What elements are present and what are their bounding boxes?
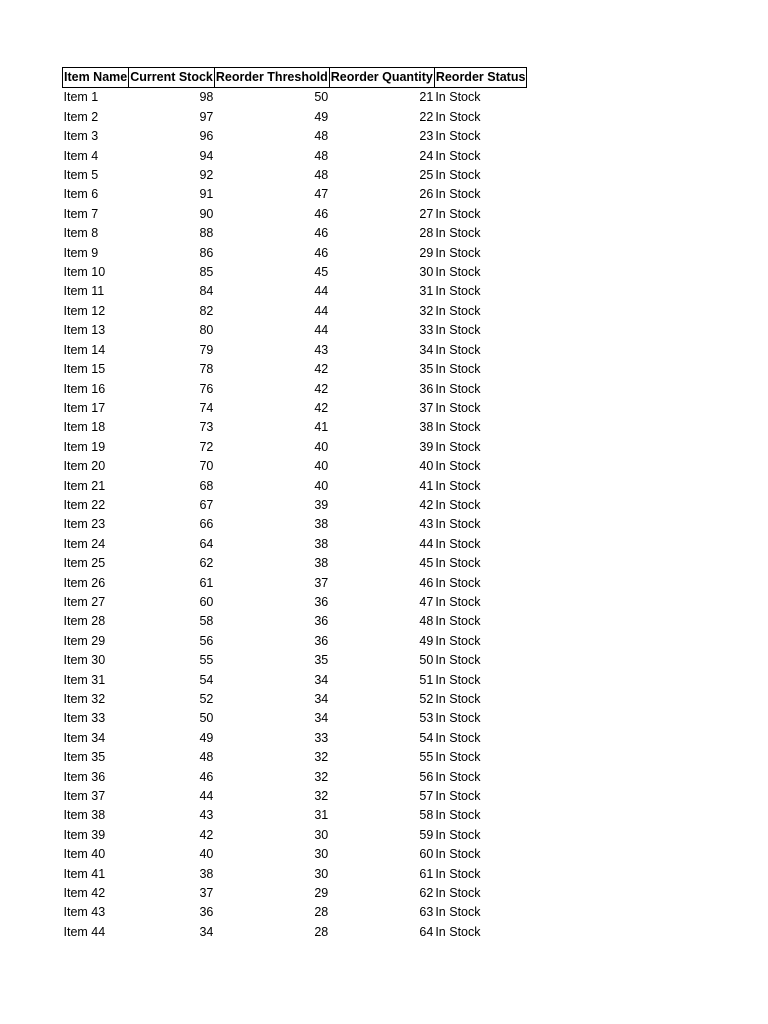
reorder-threshold-cell[interactable]: 30 [314, 847, 329, 862]
reorder-status-cell[interactable]: In Stock [435, 750, 481, 765]
reorder-threshold-cell[interactable]: 30 [314, 866, 329, 881]
reorder-threshold-cell[interactable]: 30 [314, 827, 329, 842]
reorder-quantity-cell[interactable]: 30 [419, 265, 434, 280]
current-stock-cell[interactable]: 91 [199, 187, 214, 202]
reorder-threshold-cell[interactable]: 47 [314, 187, 329, 202]
item-name-cell[interactable]: Item 39 [63, 827, 106, 842]
reorder-status-cell[interactable]: In Stock [435, 924, 481, 939]
item-name-cell[interactable]: Item 11 [63, 284, 105, 299]
reorder-quantity-cell[interactable]: 46 [419, 575, 434, 590]
table-row [63, 127, 527, 146]
table-row [63, 341, 527, 360]
header-current-stock[interactable] [129, 68, 215, 88]
reorder-threshold-cell[interactable]: 32 [314, 769, 329, 784]
reorder-status-cell[interactable]: In Stock [435, 129, 481, 144]
reorder-threshold-cell[interactable]: 40 [314, 459, 329, 474]
reorder-threshold-cell[interactable]: 48 [314, 148, 329, 163]
reorder-threshold-cell[interactable]: 36 [314, 594, 329, 609]
reorder-quantity-cell[interactable]: 44 [419, 536, 434, 551]
header-reorder-status[interactable] [434, 68, 527, 88]
reorder-threshold-cell[interactable]: 45 [314, 265, 329, 280]
current-stock-cell[interactable]: 70 [199, 459, 214, 474]
table-row [63, 438, 527, 457]
reorder-threshold-cell[interactable]: 38 [314, 517, 329, 532]
reorder-quantity-cell[interactable]: 59 [419, 827, 434, 842]
table-row [63, 515, 527, 534]
table-row [63, 690, 527, 709]
table-row [63, 729, 527, 748]
spreadsheet-sheet [62, 67, 526, 942]
header-item-name-label: Item Name [64, 70, 128, 84]
table-row [63, 477, 527, 496]
reorder-threshold-cell[interactable]: 46 [314, 245, 329, 260]
reorder-status-cell[interactable]: In Stock [435, 439, 481, 454]
item-name-cell[interactable]: Item 42 [63, 886, 106, 901]
item-name-cell[interactable]: Item 14 [63, 342, 106, 357]
reorder-quantity-cell[interactable]: 25 [419, 168, 434, 183]
item-name-cell[interactable]: Item 31 [63, 672, 106, 687]
current-stock-cell[interactable]: 74 [199, 400, 214, 415]
current-stock-cell[interactable]: 68 [199, 478, 214, 493]
table-row [63, 282, 527, 301]
item-name-cell[interactable]: Item 4 [63, 148, 99, 163]
item-name-cell[interactable]: Item 35 [63, 750, 106, 765]
reorder-quantity-cell[interactable]: 36 [419, 381, 434, 396]
reorder-quantity-cell[interactable]: 51 [419, 672, 434, 687]
reorder-quantity-cell[interactable]: 39 [419, 439, 434, 454]
reorder-status-cell[interactable]: In Stock [435, 265, 481, 280]
item-name-cell[interactable]: Item 24 [63, 536, 106, 551]
table-row [63, 399, 527, 418]
reorder-quantity-cell[interactable]: 48 [419, 614, 434, 629]
table-row [63, 768, 527, 787]
reorder-status-cell[interactable]: In Stock [435, 323, 481, 338]
header-row [63, 68, 527, 88]
item-name-cell[interactable]: Item 26 [63, 575, 106, 590]
item-name-cell[interactable]: Item 30 [63, 653, 106, 668]
reorder-status-cell[interactable]: In Stock [435, 614, 481, 629]
table-row [63, 612, 527, 631]
reorder-threshold-cell[interactable]: 46 [314, 226, 329, 241]
reorder-threshold-cell[interactable]: 50 [314, 90, 329, 105]
header-reorder-status-label: Reorder Status [435, 70, 526, 84]
reorder-threshold-cell[interactable]: 38 [314, 536, 329, 551]
reorder-threshold-cell[interactable]: 46 [314, 206, 329, 221]
table-row [63, 418, 527, 437]
reorder-status-cell[interactable]: In Stock [435, 536, 481, 551]
current-stock-cell[interactable]: 42 [199, 827, 214, 842]
reorder-status-cell[interactable]: In Stock [435, 633, 481, 648]
reorder-threshold-cell[interactable]: 33 [314, 730, 329, 745]
current-stock-cell[interactable]: 78 [199, 362, 214, 377]
reorder-quantity-cell[interactable]: 31 [419, 284, 434, 299]
current-stock-cell[interactable]: 92 [199, 168, 214, 183]
item-name-cell[interactable]: Item 28 [63, 614, 106, 629]
table-row [63, 380, 527, 399]
reorder-quantity-cell[interactable]: 34 [419, 342, 434, 357]
reorder-threshold-cell[interactable]: 34 [314, 692, 329, 706]
reorder-threshold-cell[interactable]: 42 [314, 362, 329, 377]
current-stock-cell[interactable]: 61 [199, 575, 214, 590]
item-name-cell[interactable]: Item 23 [63, 517, 106, 532]
item-name-cell[interactable]: Item 15 [63, 362, 106, 377]
reorder-threshold-cell[interactable]: 49 [314, 109, 329, 124]
table-row [63, 321, 527, 340]
table-row [63, 651, 527, 670]
current-stock-cell[interactable]: 52 [199, 692, 214, 706]
current-stock-cell[interactable]: 66 [199, 517, 214, 532]
header-reorder-quantity[interactable] [329, 68, 434, 88]
table-row [63, 108, 527, 127]
table-row [63, 865, 527, 884]
item-name-cell[interactable]: Item 9 [63, 245, 99, 260]
reorder-quantity-cell[interactable]: 41 [419, 478, 434, 493]
reorder-status-cell[interactable]: In Stock [435, 730, 481, 745]
current-stock-cell[interactable]: 58 [199, 614, 214, 629]
header-reorder-quantity-label: Reorder Quantity [330, 70, 433, 84]
current-stock-cell[interactable]: 36 [199, 905, 214, 920]
reorder-threshold-cell[interactable]: 40 [314, 478, 329, 493]
item-name-cell[interactable]: Item 20 [63, 459, 106, 474]
reorder-threshold-cell[interactable]: 35 [314, 653, 329, 668]
reorder-status-cell[interactable]: In Stock [435, 206, 481, 221]
reorder-status-cell[interactable]: In Stock [435, 303, 481, 318]
reorder-quantity-cell[interactable]: 35 [419, 362, 434, 377]
table-row [63, 302, 527, 321]
item-name-cell[interactable]: Item 17 [63, 400, 106, 415]
reorder-status-cell[interactable]: In Stock [435, 575, 481, 590]
current-stock-cell[interactable]: 46 [199, 769, 214, 784]
current-stock-cell[interactable]: 79 [199, 342, 214, 357]
current-stock-cell[interactable]: 60 [199, 594, 214, 609]
reorder-status-cell[interactable]: In Stock [435, 90, 481, 105]
current-stock-cell[interactable]: 56 [199, 633, 214, 648]
reorder-threshold-cell[interactable]: 37 [314, 575, 329, 590]
reorder-quantity-cell[interactable]: 42 [419, 497, 434, 512]
table-row [63, 535, 527, 554]
item-name-cell[interactable]: Item 43 [63, 905, 106, 920]
current-stock-cell[interactable]: 90 [199, 206, 214, 221]
reorder-quantity-cell[interactable]: 63 [419, 905, 434, 920]
item-name-cell[interactable]: Item 13 [63, 323, 106, 338]
item-name-cell[interactable]: Item 16 [63, 381, 106, 396]
reorder-threshold-cell[interactable]: 39 [314, 497, 329, 512]
reorder-quantity-cell[interactable]: 21 [419, 90, 434, 105]
reorder-status-cell[interactable]: In Stock [435, 711, 481, 726]
current-stock-cell[interactable]: 48 [199, 750, 214, 765]
table-row [63, 593, 527, 612]
current-stock-cell[interactable]: 98 [199, 90, 214, 105]
reorder-quantity-cell[interactable]: 50 [419, 653, 434, 668]
table-row [63, 185, 527, 204]
reorder-threshold-cell[interactable]: 34 [314, 711, 329, 726]
reorder-quantity-cell[interactable]: 53 [419, 711, 434, 726]
table-row [63, 787, 527, 806]
reorder-quantity-cell[interactable]: 40 [419, 459, 434, 474]
current-stock-cell[interactable]: 94 [199, 148, 214, 163]
reorder-status-cell[interactable]: In Stock [435, 187, 481, 202]
item-name-cell[interactable]: Item 44 [63, 924, 106, 939]
current-stock-cell[interactable]: 38 [199, 866, 214, 881]
reorder-threshold-cell[interactable]: 28 [314, 905, 329, 920]
reorder-quantity-cell[interactable]: 23 [419, 129, 434, 144]
current-stock-cell[interactable]: 49 [199, 730, 214, 745]
current-stock-cell[interactable]: 64 [199, 536, 214, 551]
reorder-quantity-cell[interactable]: 49 [419, 633, 434, 648]
current-stock-cell[interactable]: 88 [199, 226, 214, 241]
reorder-threshold-cell[interactable]: 48 [314, 168, 329, 183]
table-row [63, 147, 527, 166]
item-name-cell[interactable]: Item 41 [63, 866, 106, 881]
reorder-threshold-cell[interactable]: 42 [314, 400, 329, 415]
reorder-threshold-cell[interactable]: 31 [314, 808, 329, 823]
table-row [63, 263, 527, 282]
current-stock-cell[interactable]: 43 [199, 808, 214, 823]
item-name-cell[interactable]: Item 7 [63, 206, 99, 221]
item-name-cell[interactable]: Item 6 [63, 187, 99, 202]
reorder-threshold-cell[interactable]: 41 [314, 420, 329, 435]
table-row [63, 205, 527, 224]
reorder-quantity-cell[interactable]: 57 [419, 789, 434, 804]
item-name-cell[interactable]: Item 38 [63, 808, 106, 823]
current-stock-cell[interactable]: 86 [199, 245, 214, 260]
item-name-cell[interactable]: Item 8 [63, 226, 99, 241]
reorder-status-cell[interactable]: In Stock [435, 594, 481, 609]
table-row [63, 806, 527, 825]
item-name-cell[interactable]: Item 2 [63, 109, 99, 124]
reorder-quantity-cell[interactable]: 43 [419, 517, 434, 532]
reorder-status-cell[interactable]: In Stock [435, 478, 481, 493]
current-stock-cell[interactable]: 84 [199, 284, 214, 299]
item-name-cell[interactable]: Item 1 [63, 90, 99, 105]
header-reorder-threshold[interactable] [214, 68, 329, 88]
header-item-name[interactable] [63, 68, 129, 88]
reorder-quantity-cell[interactable]: 33 [419, 323, 434, 338]
reorder-status-cell[interactable]: In Stock [435, 866, 481, 881]
current-stock-cell[interactable]: 97 [199, 109, 214, 124]
item-name-cell[interactable]: Item 33 [63, 711, 106, 726]
current-stock-cell[interactable]: 80 [199, 323, 214, 338]
reorder-quantity-cell[interactable]: 56 [419, 769, 434, 784]
reorder-status-cell[interactable]: In Stock [435, 109, 481, 124]
reorder-status-cell[interactable]: In Stock [435, 789, 481, 804]
table-row [63, 748, 527, 767]
current-stock-cell[interactable]: 62 [199, 556, 214, 571]
reorder-status-cell[interactable]: In Stock [435, 808, 481, 823]
reorder-quantity-cell[interactable]: 38 [419, 420, 434, 435]
table-row [63, 224, 527, 243]
current-stock-cell[interactable]: 40 [199, 847, 214, 862]
reorder-status-cell[interactable]: In Stock [435, 362, 481, 377]
reorder-status-cell[interactable]: In Stock [435, 692, 481, 706]
reorder-threshold-cell[interactable]: 36 [314, 633, 329, 648]
reorder-status-cell[interactable]: In Stock [435, 517, 481, 532]
reorder-status-cell[interactable]: In Stock [435, 245, 481, 260]
reorder-quantity-cell[interactable]: 47 [419, 594, 434, 609]
table-row [63, 496, 527, 515]
item-name-cell[interactable]: Item 10 [63, 265, 106, 280]
reorder-quantity-cell[interactable]: 62 [419, 886, 434, 901]
reorder-quantity-cell[interactable]: 61 [419, 866, 434, 881]
reorder-status-cell[interactable]: In Stock [435, 847, 481, 862]
reorder-quantity-cell[interactable]: 26 [419, 187, 434, 202]
current-stock-cell[interactable]: 72 [199, 439, 214, 454]
current-stock-cell[interactable]: 76 [199, 381, 214, 396]
item-name-cell[interactable]: Item 18 [63, 420, 106, 435]
reorder-threshold-cell[interactable]: 44 [314, 284, 329, 299]
item-name-cell[interactable]: Item 21 [63, 478, 106, 493]
table-row [63, 360, 527, 379]
reorder-quantity-cell[interactable]: 37 [419, 400, 434, 415]
current-stock-cell[interactable]: 67 [199, 497, 214, 512]
reorder-threshold-cell[interactable]: 42 [314, 381, 329, 396]
reorder-threshold-cell[interactable]: 40 [314, 439, 329, 454]
reorder-status-cell[interactable]: In Stock [435, 381, 481, 396]
reorder-quantity-cell[interactable]: 60 [419, 847, 434, 862]
reorder-status-cell[interactable]: In Stock [435, 886, 481, 901]
table-row [63, 554, 527, 573]
reorder-quantity-cell[interactable]: 28 [419, 226, 434, 241]
reorder-threshold-cell[interactable]: 28 [314, 924, 329, 939]
reorder-status-cell[interactable]: In Stock [435, 672, 481, 687]
item-name-cell[interactable]: Item 22 [63, 497, 106, 512]
item-name-cell[interactable]: Item 29 [63, 633, 106, 648]
reorder-threshold-cell[interactable]: 34 [314, 672, 329, 687]
table-row [63, 88, 527, 108]
table-row [63, 826, 527, 845]
item-name-cell[interactable]: Item 5 [63, 168, 99, 183]
item-name-cell[interactable]: Item 36 [63, 769, 106, 784]
table-row [63, 574, 527, 593]
inventory-table [62, 67, 527, 942]
reorder-quantity-cell[interactable]: 27 [419, 206, 434, 221]
reorder-status-cell[interactable]: In Stock [435, 497, 481, 512]
table-row [63, 671, 527, 690]
reorder-status-cell[interactable]: In Stock [435, 905, 481, 920]
reorder-quantity-cell[interactable]: 58 [419, 808, 434, 823]
table-row [63, 244, 527, 263]
current-stock-cell[interactable]: 37 [199, 886, 214, 901]
table-row [63, 903, 527, 922]
table-row [63, 923, 527, 942]
reorder-quantity-cell[interactable]: 64 [419, 924, 434, 939]
table-row [63, 845, 527, 864]
item-name-cell[interactable]: Item 19 [63, 439, 106, 454]
table-body [63, 88, 527, 942]
reorder-status-cell[interactable]: In Stock [435, 420, 481, 435]
table-row [63, 166, 527, 185]
reorder-quantity-cell[interactable]: 54 [419, 730, 434, 745]
reorder-status-cell[interactable]: In Stock [435, 769, 481, 784]
reorder-threshold-cell[interactable]: 29 [314, 886, 329, 901]
current-stock-cell[interactable]: 82 [199, 303, 214, 318]
reorder-threshold-cell[interactable]: 32 [314, 750, 329, 765]
reorder-threshold-cell[interactable]: 43 [314, 342, 329, 357]
reorder-quantity-cell[interactable]: 22 [419, 109, 434, 124]
reorder-threshold-cell[interactable]: 32 [314, 789, 329, 804]
current-stock-cell[interactable]: 34 [199, 924, 214, 939]
reorder-threshold-cell[interactable]: 44 [314, 323, 329, 338]
header-current-stock-label: Current Stock [130, 70, 213, 84]
reorder-status-cell[interactable]: In Stock [435, 168, 481, 183]
reorder-status-cell[interactable]: In Stock [435, 459, 481, 474]
current-stock-cell[interactable]: 50 [199, 711, 214, 726]
item-name-cell[interactable]: Item 3 [63, 129, 99, 144]
item-name-cell[interactable]: Item 12 [63, 303, 106, 318]
reorder-threshold-cell[interactable]: 36 [314, 614, 329, 629]
current-stock-cell[interactable]: 54 [199, 672, 214, 687]
reorder-status-cell[interactable]: In Stock [435, 284, 481, 299]
reorder-status-cell[interactable]: In Stock [435, 827, 481, 842]
reorder-threshold-cell[interactable]: 44 [314, 303, 329, 318]
current-stock-cell[interactable]: 44 [199, 789, 214, 804]
reorder-status-cell[interactable]: In Stock [435, 400, 481, 415]
item-name-cell[interactable]: Item 40 [63, 847, 106, 862]
reorder-quantity-cell[interactable]: 52 [419, 692, 434, 706]
reorder-quantity-cell[interactable]: 29 [419, 245, 434, 260]
current-stock-cell[interactable]: 96 [199, 129, 214, 144]
item-name-cell[interactable]: Item 32 [63, 692, 106, 706]
reorder-quantity-cell[interactable]: 55 [419, 750, 434, 765]
table-row [63, 709, 527, 728]
item-name-cell[interactable]: Item 25 [63, 556, 106, 571]
table-row [63, 632, 527, 651]
current-stock-cell[interactable]: 85 [199, 265, 214, 280]
reorder-status-cell[interactable]: In Stock [435, 342, 481, 357]
reorder-status-cell[interactable]: In Stock [435, 653, 481, 668]
header-reorder-threshold-label: Reorder Threshold [215, 70, 328, 84]
current-stock-cell[interactable]: 73 [199, 420, 214, 435]
reorder-threshold-cell[interactable]: 48 [314, 129, 329, 144]
reorder-status-cell[interactable]: In Stock [435, 556, 481, 571]
table-row [63, 884, 527, 903]
current-stock-cell[interactable]: 55 [199, 653, 214, 668]
reorder-threshold-cell[interactable]: 38 [314, 556, 329, 571]
item-name-cell[interactable]: Item 27 [63, 594, 106, 609]
reorder-quantity-cell[interactable]: 24 [419, 148, 434, 163]
item-name-cell[interactable]: Item 34 [63, 730, 106, 745]
table-row [63, 457, 527, 476]
item-name-cell[interactable]: Item 37 [63, 789, 106, 804]
reorder-status-cell[interactable]: In Stock [435, 226, 481, 241]
reorder-quantity-cell[interactable]: 45 [419, 556, 434, 571]
reorder-status-cell[interactable]: In Stock [435, 148, 481, 163]
reorder-quantity-cell[interactable]: 32 [419, 303, 434, 318]
